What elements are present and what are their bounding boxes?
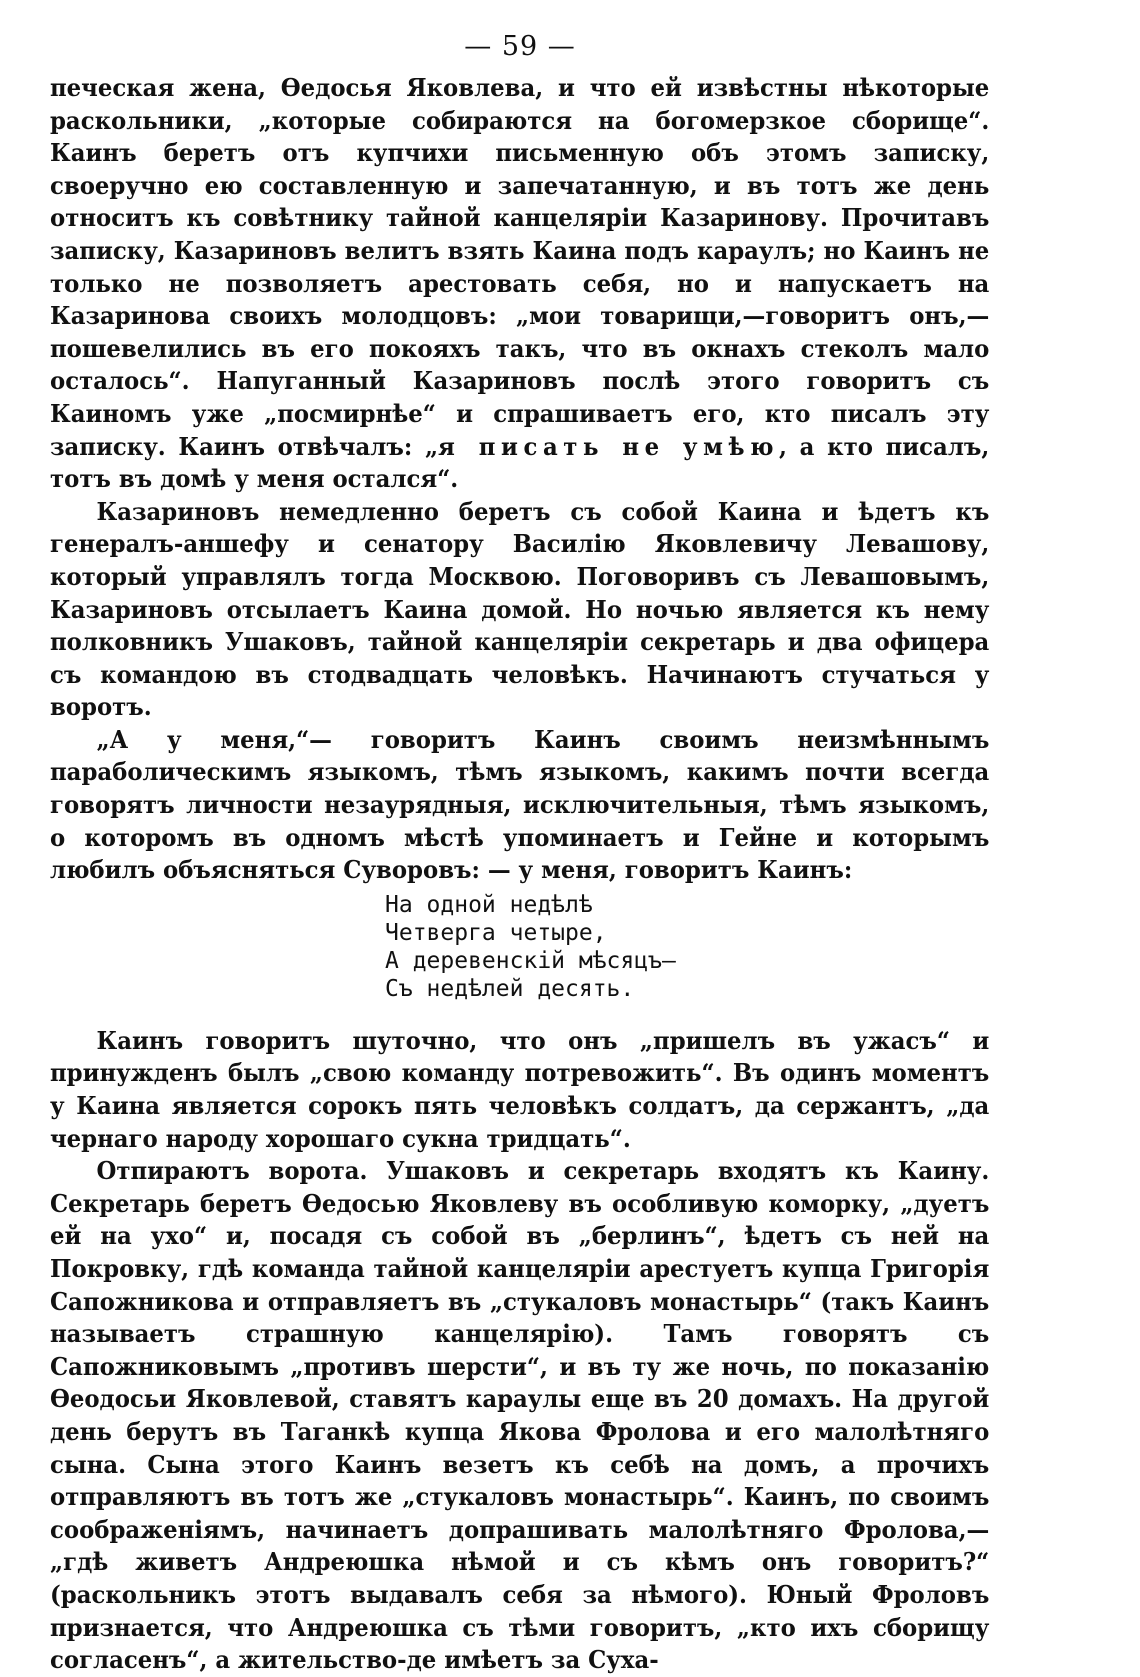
paragraph-3: „А у меня,“— говоритъ Каинъ своимъ неизмѣннымъ параболическимъ языкомъ, тѣмъ языкомъ, какимъ почти всегда говорятъ личности незаурядныя, исключительныя, тѣмъ языкомъ, о которомъ въ одномъ мѣстѣ упоминаетъ и Гейне и которымъ любилъ объясняться Суворовъ: — у меня, говоритъ Каинъ: — [50, 724, 990, 885]
page-number: — 59 — — [464, 31, 576, 62]
verse-line-3: А деревенскій мѣсяцъ— — [385, 947, 676, 974]
verse-line-1: На одной недѣлѣ — [385, 891, 593, 918]
book-page — [50, 30, 990, 1675]
paragraph-5: Отпираютъ ворота. Ушаковъ и секретарь входятъ къ Каину. Секретарь беретъ Ѳедосью Яковлеву въ особливую коморку, „дуетъ ей на ухо“ и, посадя съ собой въ „берлинъ“, ѣдетъ съ ней на Покровку, гдѣ команда тайной канцеляріи арестуетъ купца Григорія Сапожникова и отправляетъ въ „стукаловъ монастырь“ (такъ Каинъ называетъ страшную канцелярію). Тамъ говорятъ съ Сапожниковымъ „противъ шерсти“, и въ ту же ночь, по показанію Ѳеодосьи Яковлевой, ставятъ караулы еще въ 20 домахъ. На другой день берутъ въ Таганкѣ купца Якова Фролова и его малолѣтняго сына. Сына этого Каинъ везетъ къ себѣ на домъ, а прочихъ отправляютъ въ тотъ же „стукаловъ монастырь“. Каинъ, по своимъ соображеніямъ, начинаетъ допрашивать малолѣтняго Фролова,—„гдѣ живетъ Андреюшка нѣмой и съ кѣмъ онъ говоритъ?“ (раскольникъ этотъ выдавалъ себя за нѣмого). Юный Фроловъ признается, что Андреюшка съ тѣми говоритъ, „кто ихъ сборищу согласенъ“, а жительство-де имѣетъ за Суха- — [50, 1156, 990, 1675]
verse-block — [385, 891, 990, 1003]
paragraph-1-text: печеская жена, Ѳедосья Яковлева, и что ей извѣстны нѣкоторые раскольники, „которые собираются на богомерзкое сборище“. Каинъ беретъ отъ купчихи письменную объ этомъ записку, своеручно ею составленную и запечатанную, и въ тотъ же день относитъ къ совѣтнику тайной канцеляріи Казаринову. Прочитавъ записку, Казариновъ велитъ взять Каина подъ караулъ; но Каинъ не только не позволяетъ арестовать себя, но и напускаетъ на Казаринова своихъ молодцовъ: „мои товарищи,—говоритъ онъ,— пошевелились въ его покояхъ такъ, что въ окнахъ стеколъ мало осталось“. Напуганный Казариновъ послѣ этого говоритъ съ Каиномъ уже „посмирнѣе“ и спрашиваетъ его, кто писалъ эту записку. Каинъ отвѣчалъ: „ — [50, 73, 990, 461]
verse-line-2: Четверга четыре, — [385, 919, 607, 946]
paragraph-4: Каинъ говоритъ шуточно, что онъ „пришелъ въ ужасъ“ и принужденъ былъ „свою команду потревожить“. Въ одинъ моментъ у Каина является сорокъ пять человѣкъ солдатъ, да сержантъ, „да чернаго народу хорошаго сукна тридцать“. — [50, 1025, 990, 1153]
paragraph-2: Казариновъ немедленно беретъ съ собой Каина и ѣдетъ къ генералъ-аншефу и сенатору Василію Яковлевичу Левашову, который управлялъ тогда Москвою. Поговоривъ съ Левашовымъ, Казариновъ отсылаетъ Каина домой. Но ночью является къ нему полковникъ Ушаковъ, тайной канцеляріи секретарь и два офицера съ командою въ стодвадцать человѣкъ. Начинаютъ стучаться у воротъ. — [50, 496, 990, 722]
paragraph-1-spaced-quote: я писать не умѣю — [438, 431, 780, 461]
paragraph-1 — [50, 72, 989, 496]
paragraph-1-tail: , а кто писалъ, тотъ въ домѣ у меня остался“. — [50, 431, 990, 494]
verse-line-4: Съ недѣлей десять. — [385, 975, 635, 1002]
